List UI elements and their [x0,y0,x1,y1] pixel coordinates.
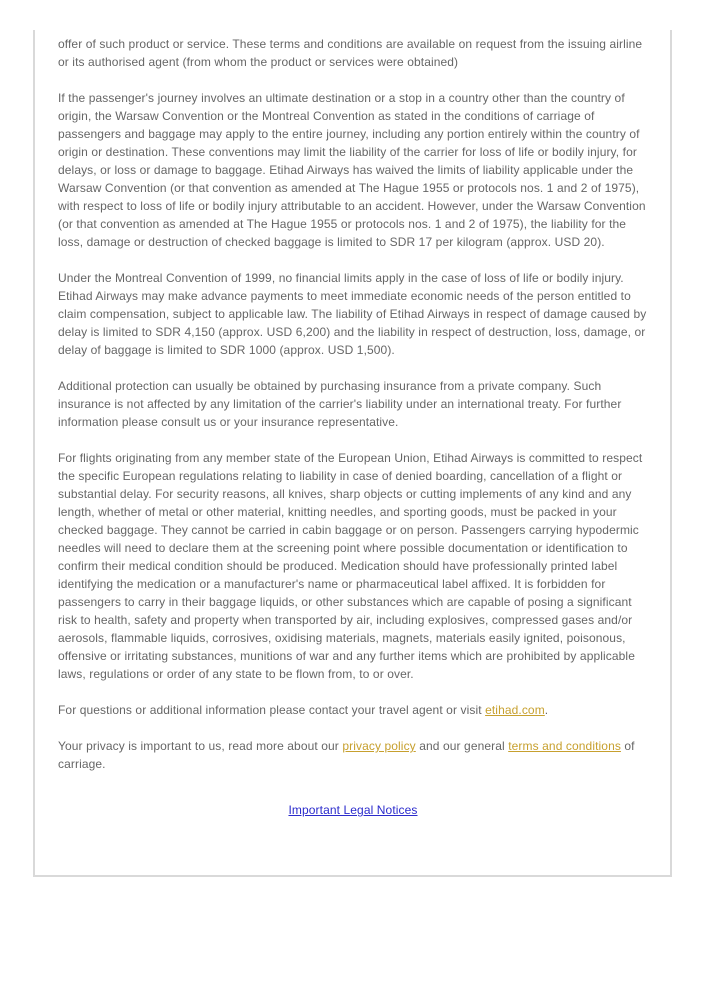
privacy-policy-link[interactable]: privacy policy [342,739,416,753]
paragraph-additional-protection: Additional protection can usually be obtained by purchasing insurance from a private company. Such insurance is not affected by any limitation of the carrier's liability under an international treaty. For further information please consult us or your insurance representative. [58,379,622,429]
privacy-text-2: and our general [415,739,509,753]
footer-link-row [58,801,648,819]
paragraph-montreal-convention: Under the Montreal Convention of 1999, no financial limits apply in the case of loss of life or bodily injury. Etihad Airways may make advance payments to meet immediate economic needs of the person entitled to claim compensation, subject to applicable law. The liability of Etihad Airways in respect of damage caused by delay is limited to SDR 4,150 (approx. USD 6,200) and the liability in respect of destruction, loss, damage, or delay of baggage is limited to SDR 1000 (approx. USD 1,500). [58,271,647,357]
contact-text-before-link: For questions or additional information please contact your travel agent or visit [58,703,486,717]
legal-notice-box [33,30,672,877]
terms-and-conditions-link[interactable]: terms and conditions [508,739,621,753]
paragraph-eu-security-regulations: For flights originating from any member state of the European Union, Etihad Airways is committed to respect the specific European regulations relating to liability in case of denied boarding, cancellation of a flight or substantial delay. For security reasons, all knives, sharp objects or cutting implements of any kind and any length, whether of metal or other material, knitting needles, and sporting goods, must be packed in your checked baggage. They cannot be carried in cabin baggage or on person. Passengers carrying hypodermic needles will need to declare them at the screening point where possible documentation or identification to confirm their medical condition should be produced. Medication should have professionally printed label identifying the medication or a manufacturer's name or pharmaceutical label affixed. It is forbidden for passengers to carry in their baggage liquids, or other substances which are capable of posing a significant risk to health, safety and property when transported by air, including explosives, compressed gases and/or aerosols, flammable liquids, corrosives, oxidising materials, magnets, materials easily ignited, poisonous, offensive or irritating substances, munitions of war and any further items which are prohibited by applicable laws, regulations or order of any state to be flown from, to or over. [58,451,643,681]
privacy-text-1: Your privacy is important to us, read more about our [58,739,343,753]
paragraph-product-terms-continuation: offer of such product or service. These terms and conditions are available on request from the issuing airline or its authorised agent (from whom the product or services were obtained) [58,37,643,69]
paragraph-privacy [58,737,648,773]
important-legal-notices-link[interactable]: Important Legal Notices [288,803,418,817]
paragraph-contact-info [58,701,648,719]
privacy-text-3: of carriage. [58,739,635,771]
etihad-com-link[interactable]: etihad.com [485,703,545,717]
paragraph-warsaw-convention: If the passenger's journey involves an ultimate destination or a stop in a country other than the country of origin, the Warsaw Convention or the Montreal Convention as stated in the conditions of carriage of passengers and baggage may apply to the entire journey, including any portion entirely within the country of origin or destination. These conventions may limit the liability of the carrier for loss of life or bodily injury, for delays, or loss or damage to baggage. Etihad Airways has waived the limits of liability applicable under the Warsaw Convention (or that convention as amended at The Hague 1955 or protocols nos. 1 and 2 of 1975), with respect to loss of life or bodily injury attributable to an accident. However, under the Warsaw Convention (or that convention as amended at The Hague 1955 or protocols nos. 1 and 2 of 1975), the liability for the loss, damage or destruction of checked baggage is limited to SDR 17 per kilogram (approx. USD 20). [58,91,646,249]
contact-text-after-link: . [544,703,549,717]
